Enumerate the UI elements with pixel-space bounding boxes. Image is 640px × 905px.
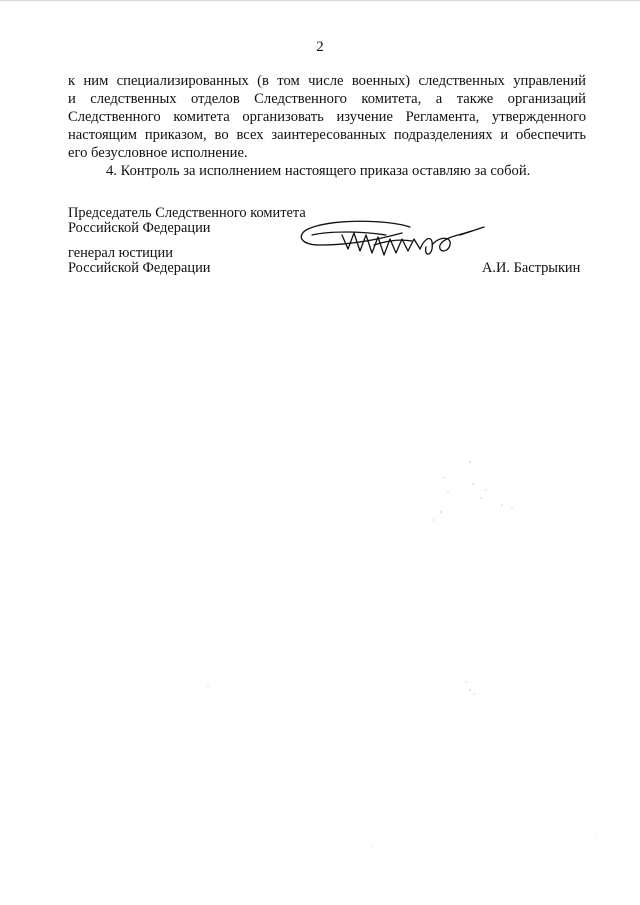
signatory-rank <box>68 246 210 276</box>
paragraph-line: и следственных отделов Следственного комитета, а также организаций <box>68 91 586 107</box>
item-4-paragraph: 4. Контроль за исполнением настоящего приказа оставляю за собой. <box>106 163 531 179</box>
paragraph-line: настоящим приказом, во всех заинтересованных подразделениях и обеспечить <box>68 127 586 143</box>
rank-line: генерал юстиции <box>68 245 173 261</box>
handwritten-signature-icon <box>290 205 490 275</box>
paragraph-line: к ним специализированных (в том числе военных) следственных управлений <box>68 73 586 89</box>
position-line: Председатель Следственного комитета <box>68 205 306 221</box>
paragraph-line: Следственного комитета организовать изучение Регламента, утвержденного <box>68 109 586 125</box>
scan-edge <box>0 0 640 6</box>
position-line: Российской Федерации <box>68 220 211 236</box>
rank-line: Российской Федерации <box>68 260 211 276</box>
page-number: 2 <box>316 39 324 55</box>
paragraph-line: его безусловное исполнение. <box>68 145 248 161</box>
document-body <box>68 72 586 180</box>
signatory-position <box>68 206 306 236</box>
signatory-name: А.И. Бастрыкин <box>482 260 581 276</box>
